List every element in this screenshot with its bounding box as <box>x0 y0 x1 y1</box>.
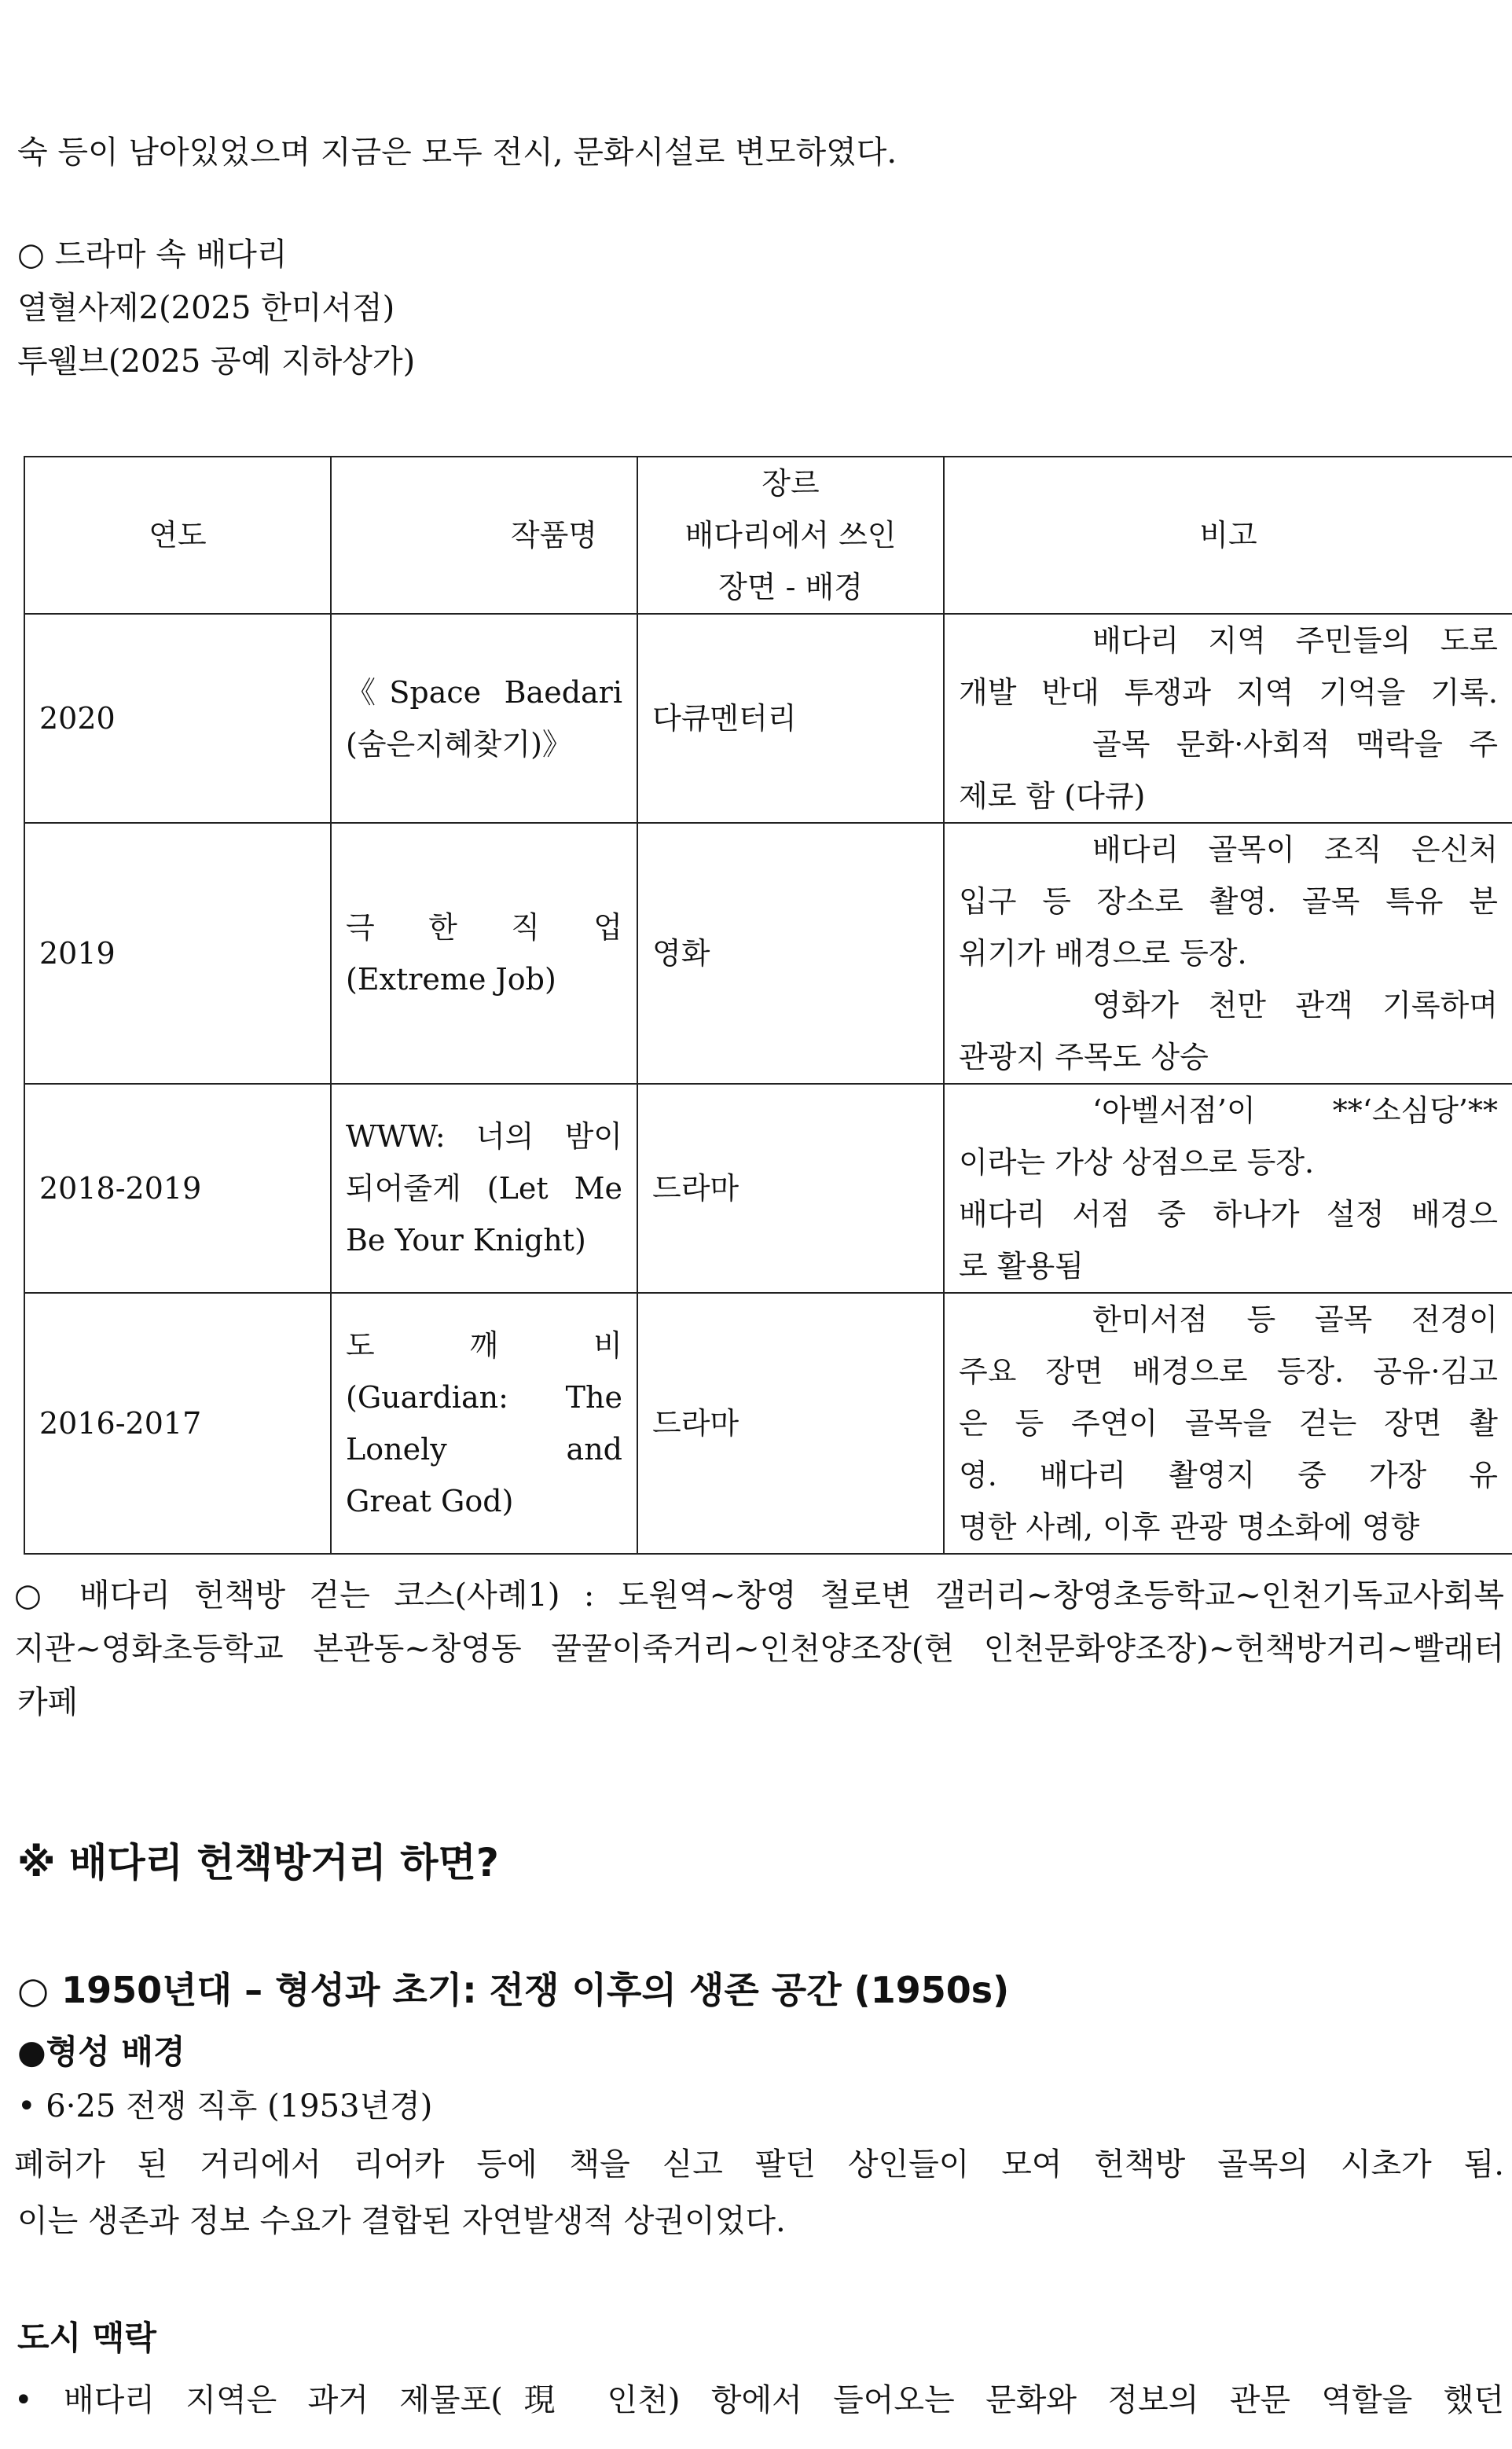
cell-year: 2020 <box>24 614 331 823</box>
header-genre-line: 장르 <box>762 466 820 501</box>
note-line: 명한 사례, 이후 관광 명소화에 영향 <box>959 1510 1420 1544</box>
note-line: 골목 문화·사회적 맥락을 주 <box>1092 727 1498 762</box>
note-line: 주요 장면 배경으로 등장. 공유·김고 <box>959 1354 1498 1389</box>
note-line: 영화가 천만 관객 기록하며 <box>1092 988 1498 1023</box>
header-year: 연도 <box>24 457 331 614</box>
cell-title <box>331 1084 637 1293</box>
note-line: ‘아벨서점’이 **‘소심당’** <box>1092 1093 1498 1128</box>
formation-body-line: 이는 생존과 정보 수요가 결합된 자연발생적 상권이었다. <box>17 2203 786 2239</box>
title-line: Lonely and <box>346 1432 622 1467</box>
title-line: 극 한 직 업 <box>346 910 622 945</box>
note-line: 개발 반대 투쟁과 지역 기억을 기록. <box>959 675 1498 710</box>
course-line: 지관~영화초등학교 본관동~창영동 꿀꿀이죽거리~인천양조장(현 인천문화양조장)~헌책방거리~빨래터 <box>14 1631 1504 1667</box>
course-line: ○ 배다리 헌책방 걷는 코스(사례1) : 도원역~창영 철로변 갤러리~창영초등학교~인천기독교사회복 <box>14 1577 1504 1614</box>
section-1950s-heading: ○ 1950년대 – 형성과 초기: 전쟁 이후의 생존 공간 (1950s) <box>17 1969 1010 2011</box>
drama-section-heading: ○ 드라마 속 배다리 <box>17 237 288 273</box>
cell-note <box>944 614 1512 823</box>
title-line: 되어줄게 (Let Me <box>346 1171 622 1206</box>
table-row <box>24 614 1512 823</box>
table-row <box>24 1084 1512 1293</box>
note-line: 한미서점 등 골목 전경이 <box>1092 1302 1498 1337</box>
course-line: 카페 <box>17 1684 79 1720</box>
title-line: Great God) <box>346 1484 514 1518</box>
formation-heading: ●형성 배경 <box>17 2032 185 2071</box>
title-line: 도 깨 비 <box>346 1328 622 1363</box>
cell-genre: 드라마 <box>637 1293 944 1554</box>
formation-body-line: 폐허가 된 거리에서 리어카 등에 책을 싣고 팔던 상인들이 모여 헌책방 골목의 시초가 됨. <box>14 2146 1504 2183</box>
cell-genre: 영화 <box>637 823 944 1084</box>
formation-point: • 6·25 전쟁 직후 (1953년경) <box>17 2088 433 2124</box>
cell-title <box>331 1293 637 1554</box>
filming-table <box>24 456 1512 1555</box>
note-line: 영. 배다리 촬영지 중 가장 유 <box>959 1458 1498 1493</box>
note-line: 관광지 주목도 상승 <box>959 1040 1209 1074</box>
note-line: 로 활용됨 <box>959 1249 1084 1283</box>
history-title: ※ 배다리 헌책방거리 하면? <box>17 1840 499 1885</box>
drama-item: 열혈사제2(2025 한미서점) <box>17 290 395 326</box>
drama-item: 투웰브(2025 공예 지하상가) <box>17 343 416 380</box>
table-row <box>24 1293 1512 1554</box>
cell-year: 2016-2017 <box>24 1293 331 1554</box>
title-line: (Guardian: The <box>346 1380 622 1415</box>
title-line: WWW: 너의 밤이 <box>346 1119 622 1154</box>
header-genre-line: 배다리에서 쓰인 <box>684 518 897 553</box>
urban-context-heading: 도시 맥락 <box>17 2319 156 2357</box>
header-title: 작품명 <box>331 457 637 614</box>
cell-note <box>944 1084 1512 1293</box>
note-line: 위기가 배경으로 등장. <box>959 936 1247 971</box>
note-line: 제로 함 (다큐) <box>959 779 1146 813</box>
cell-year: 2018-2019 <box>24 1084 331 1293</box>
note-line: 배다리 서점 중 하나가 설정 배경으 <box>959 1197 1498 1232</box>
cell-year: 2019 <box>24 823 331 1084</box>
note-line: 배다리 골목이 조직 은신처 <box>1092 832 1498 867</box>
title-line: (Extreme Job) <box>346 962 556 997</box>
cell-title <box>331 823 637 1084</box>
header-genre <box>637 457 944 614</box>
intro-line: 숙 등이 남아있었으며 지금은 모두 전시, 문화시설로 변모하였다. <box>17 134 897 171</box>
cell-genre: 드라마 <box>637 1084 944 1293</box>
urban-context-point: • 배다리 지역은 과거 제물포(現 인천) 항에서 들어오는 문화와 정보의 관문 역할을 했던 <box>14 2382 1504 2418</box>
note-line: 배다리 지역 주민들의 도로 <box>1092 623 1498 658</box>
table-header-row <box>24 457 1512 614</box>
cell-genre: 다큐멘터리 <box>637 614 944 823</box>
note-line: 이라는 가상 상점으로 등장. <box>959 1145 1315 1180</box>
note-line: 입구 등 장소로 촬영. 골목 특유 분 <box>959 884 1498 919</box>
cell-note <box>944 823 1512 1084</box>
header-genre-line: 장면 - 배경 <box>718 570 863 604</box>
title-line: 《Space Baedari <box>346 675 622 710</box>
header-note: 비고 <box>944 457 1512 614</box>
cell-title <box>331 614 637 823</box>
title-line: Be Your Knight) <box>346 1223 586 1258</box>
cell-note <box>944 1293 1512 1554</box>
title-line: (숨은지혜찾기)》 <box>346 727 572 762</box>
note-line: 은 등 주연이 골목을 걷는 장면 촬 <box>959 1406 1498 1441</box>
table-row <box>24 823 1512 1084</box>
